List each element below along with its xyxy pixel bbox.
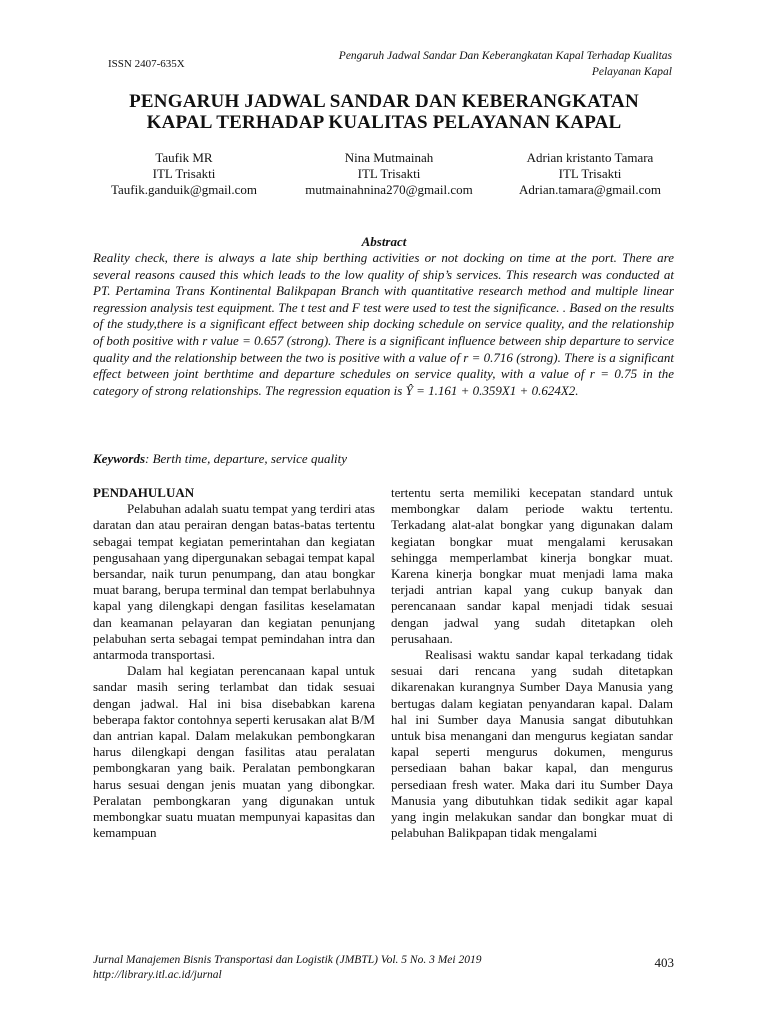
title-line-2: KAPAL TERHADAP KUALITAS PELAYANAN KAPAL [146,112,622,133]
author-3 [500,150,680,198]
keywords [93,451,674,467]
keywords-label: Keywords [93,451,145,466]
running-head-line-1: Pengaruh Jadwal Sandar Dan Keberangkatan Kapal Terhadap Kualitas [338,50,672,62]
author-2 [288,150,490,198]
paragraph: Pelabuhan adalah suatu tempat yang terdiri atas daratan dan atau perairan dengan batas-batas tertentu sebagai tempat kegiatan pemerintahan dan kegiatan pengusahaan yang dipergunakan sebagai tempat kapal bersandar, naik turun penumpang, dan atau bongkar muat barang, berupa terminal dan tempat berlabuhnya kapal yang dilengkapi dengan fasilitas keselamatan dan keamanan pelayaran dan kegiatan penunjang pelabuhan serta sebagai tempat pemindahan intra dan antarmoda transportasi. [93,501,375,663]
author-email: Taufik.ganduik@gmail.com [110,182,258,197]
section-heading: PENDAHULUAN [93,485,195,500]
abstract-text: Reality check, there is always a late ship berthing activities or not docking on time at the port. There are several reasons caused this which leads to the low quality of ship’s services. This research was conducted at PT. Pertamina Trans Kontinental Balikpapan Branch with quantitative research method and multiple linear regression analysis test equipment. The t test and F test were used to test the significance. . Based on the results of the study,there is a significant effect between ship docking schedule on service quality, and the relationship of both positive with r value = 0.657 (strong). There is a significant influence between ship departure to service quality and the relationship between the two is positive with a value of r = 0.716 (strong). There is a significant effect between joint berthtime and departure schedules on service quality, with a value of r = 0.75 in the category of strong relationships. The regression equation is Ŷ = 1.161 + 0.359X1 + 0.624X2. [93,250,674,398]
running-head-line-2: Pelayanan Kapal [591,66,672,78]
author-affiliation: ITL Trisakti [152,166,216,181]
paper-title [80,91,688,133]
author-name: Adrian kristanto Tamara [526,150,654,165]
author-name: Nina Mutmainah [344,150,434,165]
author-affiliation: ITL Trisakti [558,166,622,181]
footer-journal-name: Jurnal Manajemen Bisnis Transportasi dan Logistik (JMBTL) Vol. 5 No. 3 Mei 2019 [93,954,482,966]
paragraph: Dalam hal kegiatan perencanaan kapal untuk sandar masih sering terlambat dan tidak sesuai dengan jadwal. Hal ini bisa disebabkan karena beberapa faktor contohnya seperti kerusakan alat B/M dan antrian kapal. Dalam melakukan pembongkaran harus dilengkapi dengan fasilitas atau peralatan pembongkaran yang baik. Peralatan pembongkaran harus sesuai dengan jenis muatan yang dibongkar. Peralatan pembongkaran yang digunakan untuk membongkar suatu muatan mempunyai kapasitas dan kemampuan [93,663,375,841]
author-affiliation: ITL Trisakti [357,166,421,181]
left-column [93,485,375,841]
footer-citation [93,953,481,983]
author-1 [94,150,274,198]
paragraph: tertentu serta memiliki kecepatan standard untuk membongkar dalam periode waktu tertentu. Terkadang alat-alat bongkar yang digunakan dalam kegiatan bongkar muat mengalami kerusakan sehingga memperlambat kinerja bongkar muat. Karena kinerja bongkar muat menjadi lama maka terjadi antrian kapal yang cukup banyak dan perencanaan sandar kapal menjadi tidak sesuai dengan jadwal yang sudah ditetapkan oleh perusahaan. [391,485,673,646]
footer-url: http://library.itl.ac.id/jurnal [93,969,222,981]
page-number: 403 [654,955,674,970]
right-column [391,485,673,841]
author-name: Taufik MR [155,150,213,165]
author-email: Adrian.tamara@gmail.com [519,182,661,197]
paragraph: Realisasi waktu sandar kapal terkadang tidak sesuai dari rencana yang sudah ditetapkan dikarenakan kurangnya Sumber Daya Manusia yang bertugas dalam kegiatan penyandaran kapal. Dalam hal ini Sumber daya Manusia sangat dibutuhkan untuk bisa menangani dan mengurus kegiatan sandar kapal seperti mengurus dokumen, mengurus persediaan bahan bakar kapal, dan mengurus persediaan fresh water. Maka dari itu Sumber Daya Manusia yang dibutuhkan tidak sedikit agar kapal yang ingin melakukan sandar dan bongkar muat di pelabuhan Balikpapan tidak mengalami [391,647,673,841]
author-email: mutmainahnina270@gmail.com [305,182,473,197]
issn-label: ISSN 2407-635X [108,58,185,70]
title-line-1: PENGARUH JADWAL SANDAR DAN KEBERANGKATAN [129,91,639,112]
keywords-text: : Berth time, departure, service quality [145,451,348,466]
running-head [252,48,672,80]
abstract-heading: Abstract [361,234,407,249]
